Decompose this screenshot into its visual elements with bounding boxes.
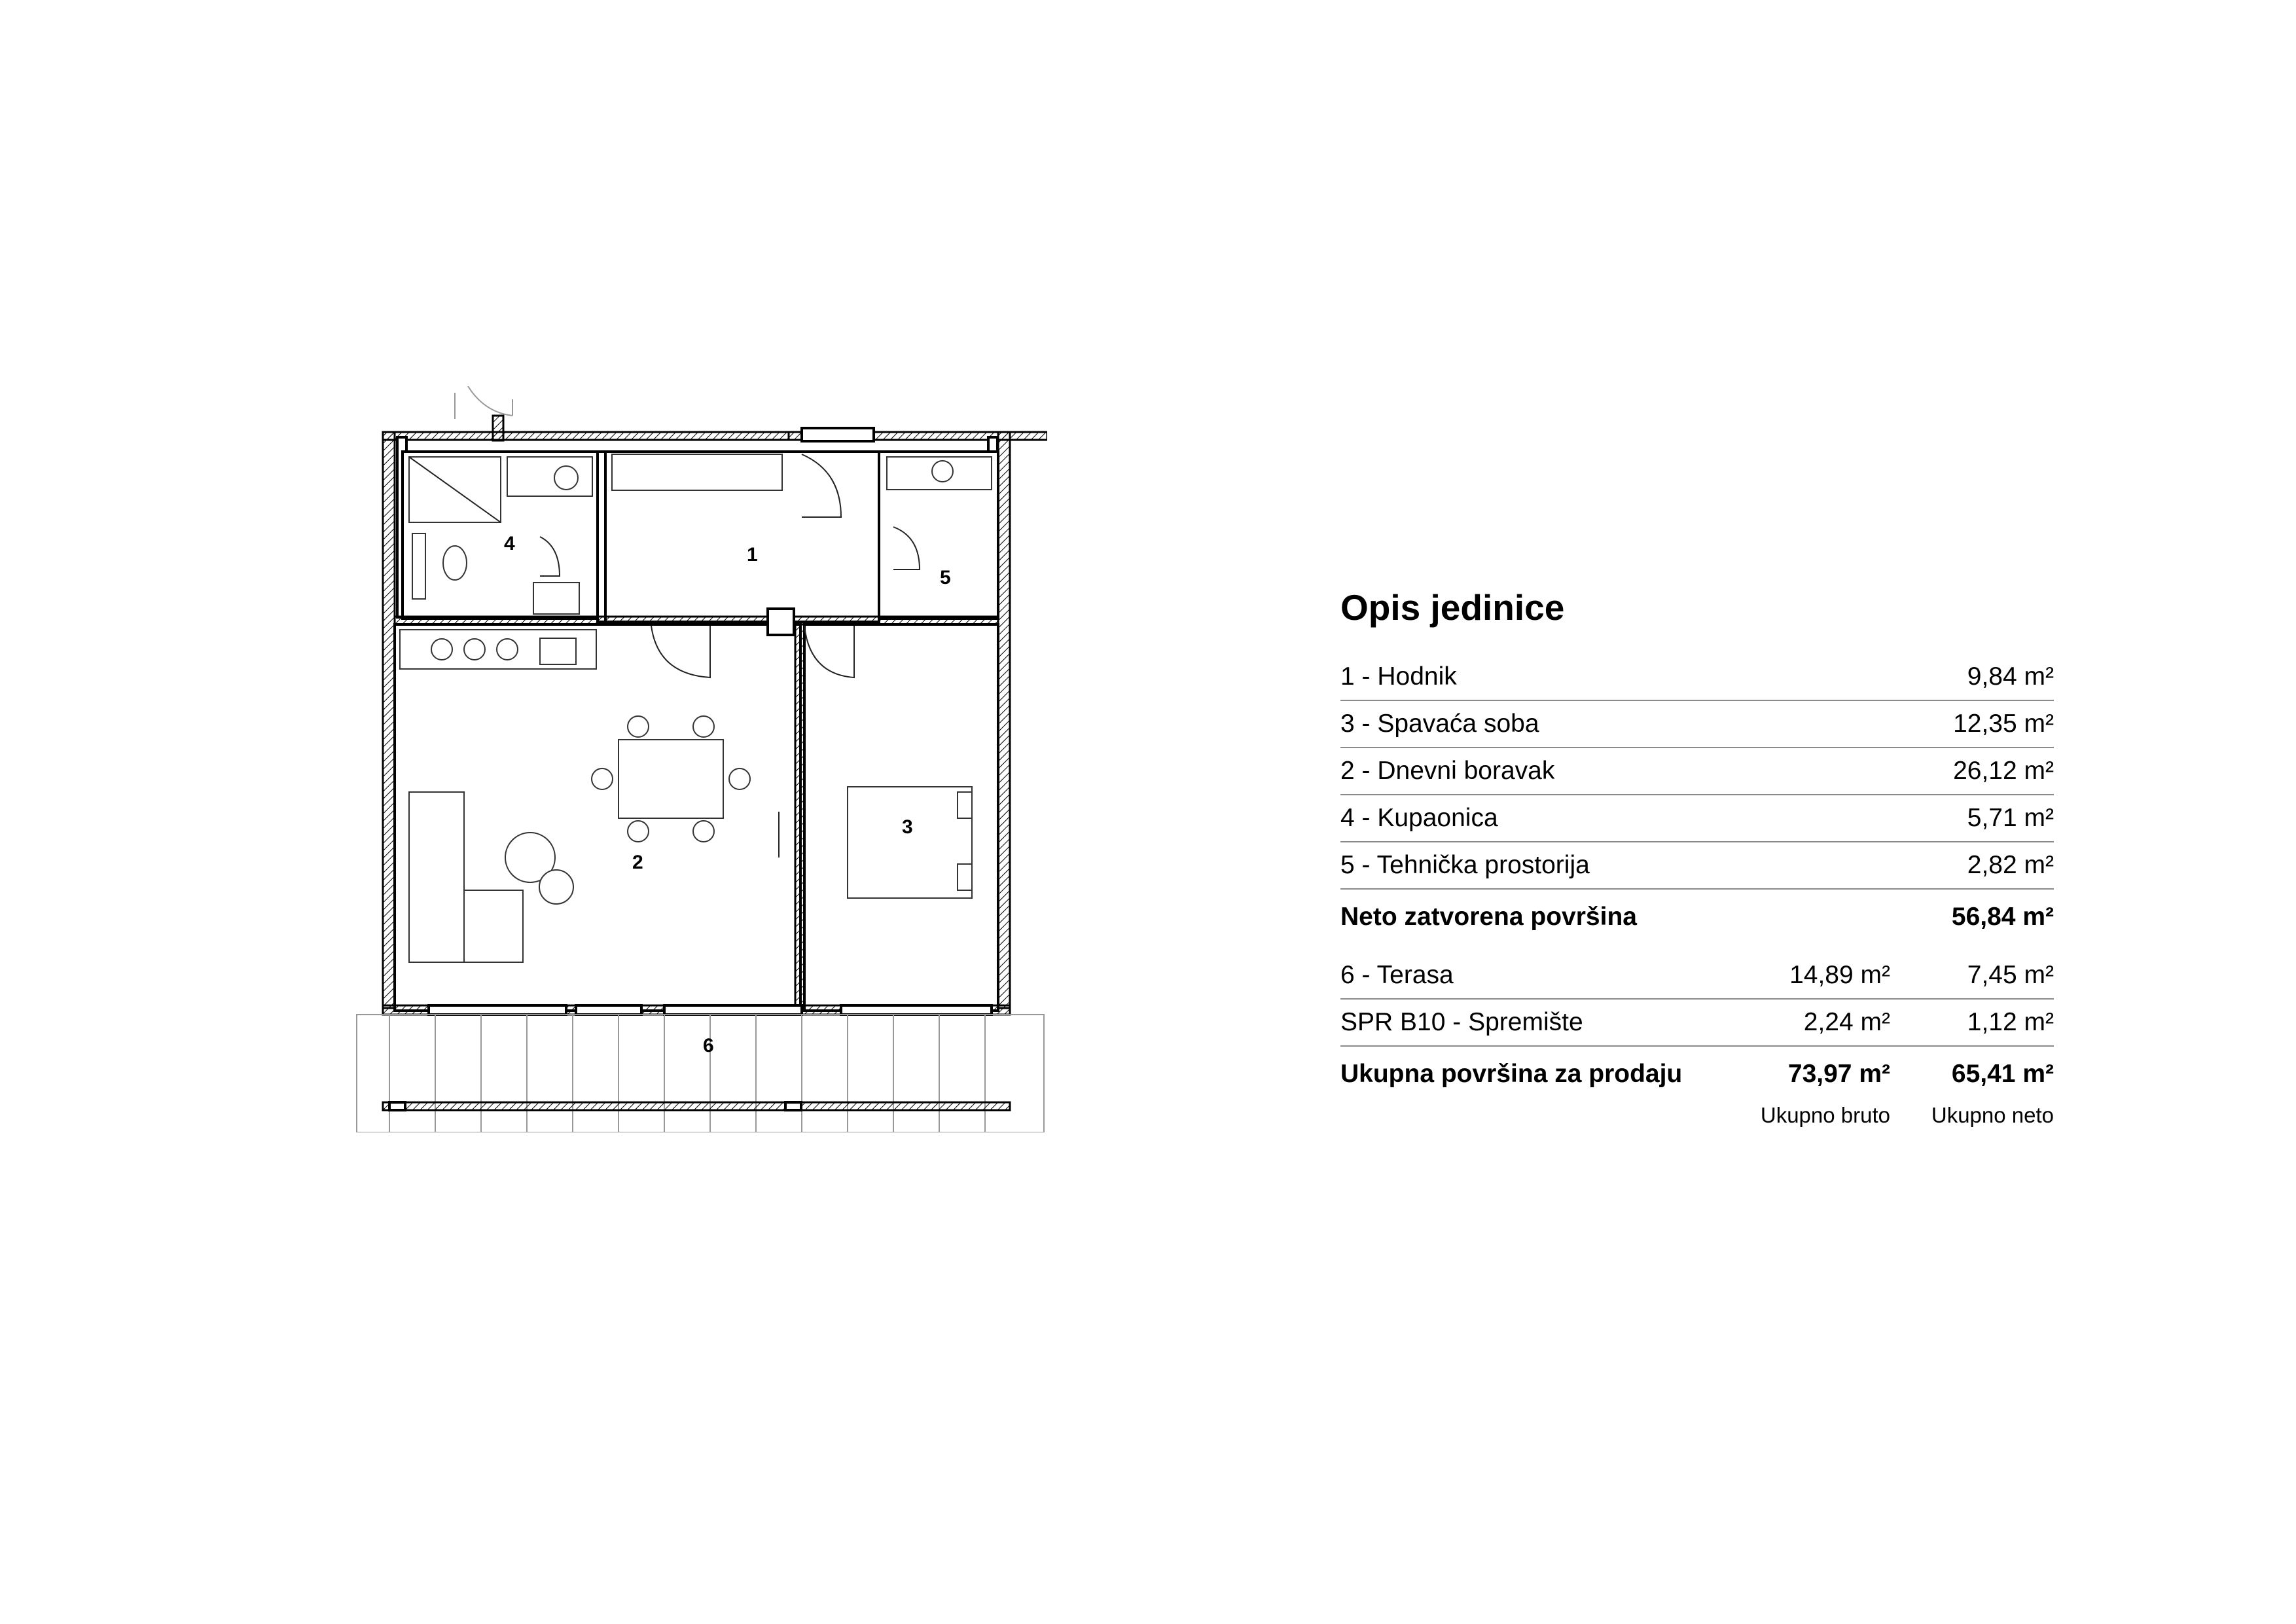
extra-name: 6 - Terasa	[1340, 961, 1454, 989]
net-total-row	[1340, 890, 2054, 945]
room-area: 2,82 m²	[1967, 851, 2054, 879]
sale-total-row	[1340, 1047, 2054, 1102]
room-area: 9,84 m²	[1967, 662, 2054, 691]
gross-label: Ukupno bruto	[1760, 1103, 1890, 1127]
sale-total-label: Ukupna površina za prodaju	[1340, 1060, 1683, 1088]
room-label-4: 4	[504, 533, 515, 554]
room-row	[1340, 701, 2054, 748]
net-label: Ukupno neto	[1931, 1103, 2054, 1127]
extra-row	[1340, 952, 2054, 1000]
room-label-5: 5	[940, 567, 951, 588]
unit-description-panel	[1340, 586, 2054, 1128]
sale-total-net: 65,41 m²	[1951, 1060, 2054, 1088]
room-area: 5,71 m²	[1967, 804, 2054, 832]
extra-row	[1340, 1000, 2054, 1047]
room-label-2: 2	[632, 852, 643, 873]
room-area: 26,12 m²	[1953, 757, 2054, 785]
extra-net: 1,12 m²	[1967, 1008, 2054, 1036]
room-name: 5 - Tehnička prostorija	[1340, 851, 1590, 879]
room-row	[1340, 842, 2054, 890]
extra-gross: 14,89 m²	[1789, 961, 1890, 989]
extra-name: SPR B10 - Spremište	[1340, 1008, 1583, 1036]
net-total-area: 56,84 m²	[1951, 903, 2054, 931]
room-row	[1340, 795, 2054, 842]
floor-plan	[344, 386, 1047, 1132]
extra-gross: 2,24 m²	[1803, 1008, 1890, 1036]
panel-title: Opis jedinice	[1340, 587, 1565, 628]
total-sub-labels	[1340, 1103, 2054, 1128]
extra-net: 7,45 m²	[1967, 961, 2054, 989]
room-row	[1340, 654, 2054, 701]
top-wall	[383, 432, 789, 440]
room-name: 3 - Spavaća soba	[1340, 710, 1539, 738]
room-label-3: 3	[902, 816, 913, 838]
net-total-label: Neto zatvorena površina	[1340, 903, 1637, 931]
room-name: 2 - Dnevni boravak	[1340, 757, 1555, 785]
left-wall	[383, 432, 395, 1008]
sale-total-gross: 73,97 m²	[1787, 1060, 1890, 1088]
room-name: 1 - Hodnik	[1340, 662, 1457, 691]
room-row	[1340, 748, 2054, 795]
room-name: 4 - Kupaonica	[1340, 804, 1498, 832]
right-wall	[998, 432, 1010, 1008]
room-label-1: 1	[747, 544, 758, 566]
room-6-terrace	[357, 1015, 1044, 1132]
room-area: 12,35 m²	[1953, 710, 2054, 738]
room-label-6: 6	[703, 1035, 714, 1056]
